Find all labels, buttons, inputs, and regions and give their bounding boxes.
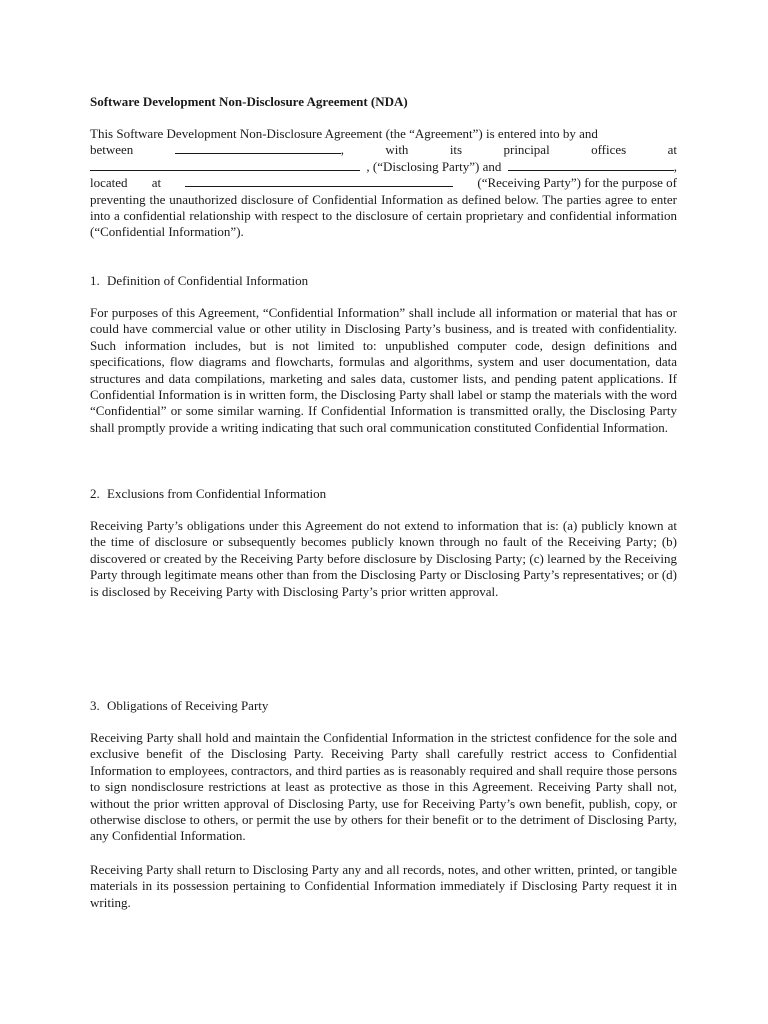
section-3-paragraph-2: Receiving Party shall return to Disclosing Party any and all records, notes, and other written, printed, or tangible materials in its possession pertaining to Confidential Information immediately if Disclosing Party request it in writing. [90, 862, 677, 910]
section-1-paragraph: For purposes of this Agreement, “Confidential Information” shall include all information or material that has or could have commercial value or other utility in Disclosing Party’s business, and is treated with confidentiality. Such information includes, but is not limited to: unpublished computer code, design definitions and specifications, flow diagrams and flowcharts, formulas and algorithms, system and user documentation, data structures and data compilations, marketing and sales data, customer lists, and pending patent applications. If Confidential Information is in written form, the Disclosing Party shall label or stamp the materials with the word “Confidential” or some similar warning. If Confidential Information is transmitted orally, the Disclosing Party shall promptly provide a writing indicating that such oral communication constituted Confidential Information. [90, 305, 677, 435]
intro-line-2: between , with its principal offices at [90, 142, 677, 158]
intro-paragraph [90, 126, 677, 241]
address-blank-1[interactable] [90, 159, 360, 171]
address-blank-2[interactable] [185, 175, 453, 187]
section-3-heading: 3. Obligations of Receiving Party [90, 698, 269, 713]
party-name-blank-1[interactable] [175, 142, 341, 154]
section-2-paragraph: Receiving Party’s obligations under this Agreement do not extend to information that is: (a) publicly known at the time of disclosure or subsequently becomes publicly known through no fault of the Receiving Party; (b) discovered or created by the Receiving Party before disclosure by Disclosing Party; (c) learned by the Receiving Party through legitimate means other than from the Disclosing Party or Disclosing Party’s representatives; or (d) is disclosed by Receiving Party with Disclosing Party’s prior written approval. [90, 518, 677, 599]
intro-line-4: located at (“Receiving Party”) for the purpose of [90, 175, 677, 191]
document-title: Software Development Non-Disclosure Agreement (NDA) [90, 94, 408, 109]
party-name-blank-2[interactable] [508, 159, 674, 171]
section-1-heading: 1. Definition of Confidential Information [90, 273, 309, 288]
intro-line-1: This Software Development Non-Disclosure Agreement (the “Agreement”) is entered into by and [90, 126, 598, 141]
section-3-paragraph-1: Receiving Party shall hold and maintain the Confidential Information in the strictest confidence for the sole and exclusive benefit of the Disclosing Party. Receiving Party shall carefully restrict access to Confidential Information to employees, contractors, and third parties as is reasonably required and shall require those persons to sign nondisclosure restrictions at least as protective as those in this Agreement. Receiving Party shall not, without the prior written approval of Disclosing Party, use for Receiving Party’s own benefit, publish, copy, or otherwise disclose to others, or permit the use by others for their benefit or to the detriment of Disclosing Party, any Confidential Information. [90, 730, 677, 844]
intro-rest: preventing the unauthorized disclosure of Confidential Information as defined below. The parties agree to enter into a confidential relationship with respect to the disclosure of certain proprietary and confidential information (“Confidential Information”). [90, 191, 677, 240]
intro-line-3: , (“Disclosing Party”) and , [90, 159, 677, 175]
section-2-heading: 2. Exclusions from Confidential Information [90, 486, 327, 501]
